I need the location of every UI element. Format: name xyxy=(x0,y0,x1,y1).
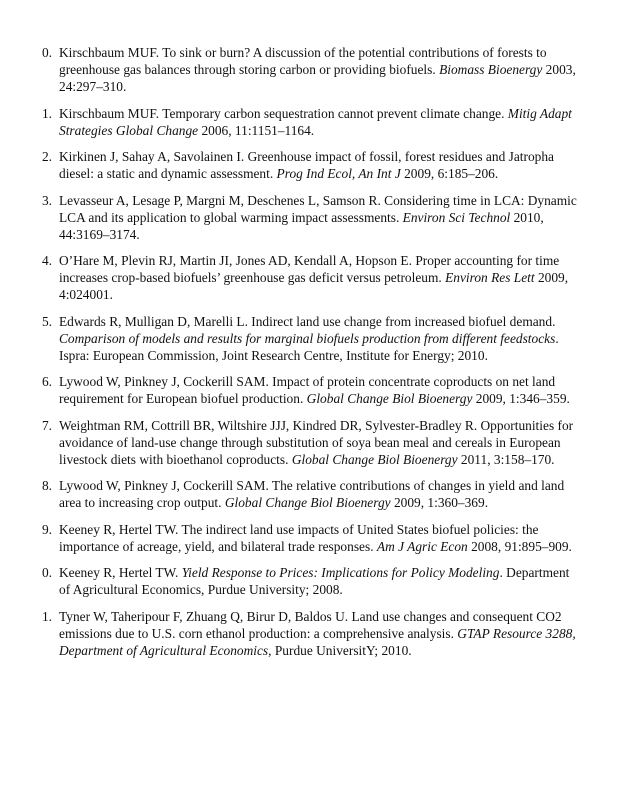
reference-journal: Mitig Adapt Strategies Global Change xyxy=(59,105,572,138)
reference-authors: Keeney R, Hertel TW. xyxy=(59,565,182,580)
reference-item xyxy=(0,105,617,139)
reference-details: 2008, 91:895–909. xyxy=(467,538,572,554)
reference-title: To sink or burn? A discussion of the potential contributions of forests to greenhouse gas balances through storing carbon or providing biofuels. xyxy=(59,45,547,77)
reference-authors: Keeney R, Hertel TW. xyxy=(59,521,182,537)
reference-journal: Biomass Bioenergy xyxy=(439,62,543,77)
reference-list xyxy=(0,44,617,668)
reference-item xyxy=(0,564,617,598)
reference-number: 4. xyxy=(41,253,52,268)
reference-item xyxy=(0,252,617,303)
reference-number: 8. xyxy=(41,478,52,493)
reference-authors: Levasseur A, Lesage P, Margni M, Deschenes L, Samson R. xyxy=(59,192,385,208)
reference-title: Proper accounting for time increases crop-based biofuels’ greenhouse gas deficit versus petroleum. xyxy=(59,253,560,285)
reference-item xyxy=(0,192,617,243)
reference-journal: Global Change Biol Bioenergy xyxy=(291,451,458,467)
reference-journal: Am J Agric Econ xyxy=(376,538,468,554)
reference-journal: GTAP Resource 3288, Department of Agricultural Economics xyxy=(59,625,576,658)
reference-authors: O’Hare M, Plevin RJ, Martin JI, Jones AD, Kendall A, Hopson E. xyxy=(59,253,416,268)
reference-details: 2006, 11:1151–1164. xyxy=(198,122,315,138)
reference-authors: Lywood W, Pinkney J, Cockerill SAM. xyxy=(59,478,272,493)
reference-details: 2009, 6:185–206. xyxy=(400,166,499,181)
reference-number: 0. xyxy=(41,565,52,580)
reference-title: Opportunities for avoidance of land-use change through substitution of soya bean meal and cereals in European livestock diets with bioethanol coproducts. xyxy=(59,417,574,467)
reference-journal: Prog Ind Ecol, An Int J xyxy=(276,166,401,181)
reference-title: Considering time in LCA: Dynamic LCA and its application to global warming impact assessments. xyxy=(59,192,577,225)
reference-number: 5. xyxy=(41,313,52,329)
reference-title: Impact of protein concentrate coproducts on net land requirement for European biofuel production. xyxy=(59,374,556,406)
reference-number: 2. xyxy=(41,149,52,164)
reference-details: 2010, 44:3169–3174. xyxy=(59,209,544,242)
reference-journal: Environ Res Lett xyxy=(445,270,535,285)
reference-journal: Comparison of models and results for marginal biofuels production from different feedstocks xyxy=(59,330,556,346)
reference-item xyxy=(0,44,617,95)
reference-details: . Department of Agricultural Economics, Purdue University; 2008. xyxy=(59,565,570,597)
reference-number: 1. xyxy=(41,105,52,121)
reference-journal: Global Change Biol Bioenergy xyxy=(306,391,473,406)
reference-details: 2009, 4:024001. xyxy=(59,270,569,302)
reference-number: 1. xyxy=(41,608,52,624)
reference-item xyxy=(0,373,617,407)
reference-item xyxy=(0,608,617,659)
reference-details: 2009, 1:346–359. xyxy=(472,391,570,406)
reference-authors: Weightman RM, Cottrill BR, Wiltshire JJJ, Kindred DR, Sylvester-Bradley R. xyxy=(59,417,481,433)
reference-number: 9. xyxy=(41,521,52,537)
reference-title: Land use changes and consequent CO2 emissions due to U.S. corn ethanol production: a comprehensive analysis. xyxy=(59,608,562,641)
reference-number: 0. xyxy=(41,45,52,60)
reference-item xyxy=(0,417,617,468)
reference-title: Temporary carbon sequestration cannot prevent climate change. xyxy=(162,105,508,121)
reference-title: The relative contributions of changes in yield and land area to increasing crop output. xyxy=(59,478,565,510)
reference-authors: Edwards R, Mulligan D, Marelli L. xyxy=(59,313,252,329)
reference-title: Greenhouse impact of fossil, forest residues and Jatropha diesel: a static and dynamic assessment. xyxy=(59,149,554,181)
reference-title: The indirect land use impacts of United States biofuel policies: the importance of acreage, yield, and bilateral trade responses. xyxy=(59,521,539,554)
reference-authors: Lywood W, Pinkney J, Cockerill SAM. xyxy=(59,374,273,389)
reference-authors: Kirschbaum MUF. xyxy=(59,45,163,60)
reference-item xyxy=(0,148,617,182)
reference-details: 2011, 3:158–170. xyxy=(457,451,555,467)
reference-details: . Ispra: European Commission, Joint Research Centre, Institute for Energy; 2010. xyxy=(59,330,559,363)
reference-number: 6. xyxy=(41,374,52,389)
reference-details: 2009, 1:360–369. xyxy=(390,495,489,510)
reference-authors: Kirkinen J, Sahay A, Savolainen I. xyxy=(59,149,248,164)
reference-journal: Global Change Biol Bioenergy xyxy=(224,495,391,510)
reference-authors: Kirschbaum MUF. xyxy=(59,105,163,121)
reference-title: Indirect land use change from increased biofuel demand. xyxy=(251,313,556,329)
reference-number: 7. xyxy=(41,417,52,433)
reference-authors: Tyner W, Taheripour F, Zhuang Q, Birur D, Baldos U. xyxy=(59,608,352,624)
reference-journal: Environ Sci Technol xyxy=(402,209,511,225)
reference-details: 2003, 24:297–310. xyxy=(59,62,576,94)
reference-details: , Purdue UniversitY; 2010. xyxy=(268,642,412,658)
reference-item xyxy=(0,313,617,364)
reference-item xyxy=(0,521,617,555)
reference-item xyxy=(0,477,617,511)
reference-journal: Yield Response to Prices: Implications for Policy Modeling xyxy=(181,565,500,580)
reference-number: 3. xyxy=(41,192,52,208)
